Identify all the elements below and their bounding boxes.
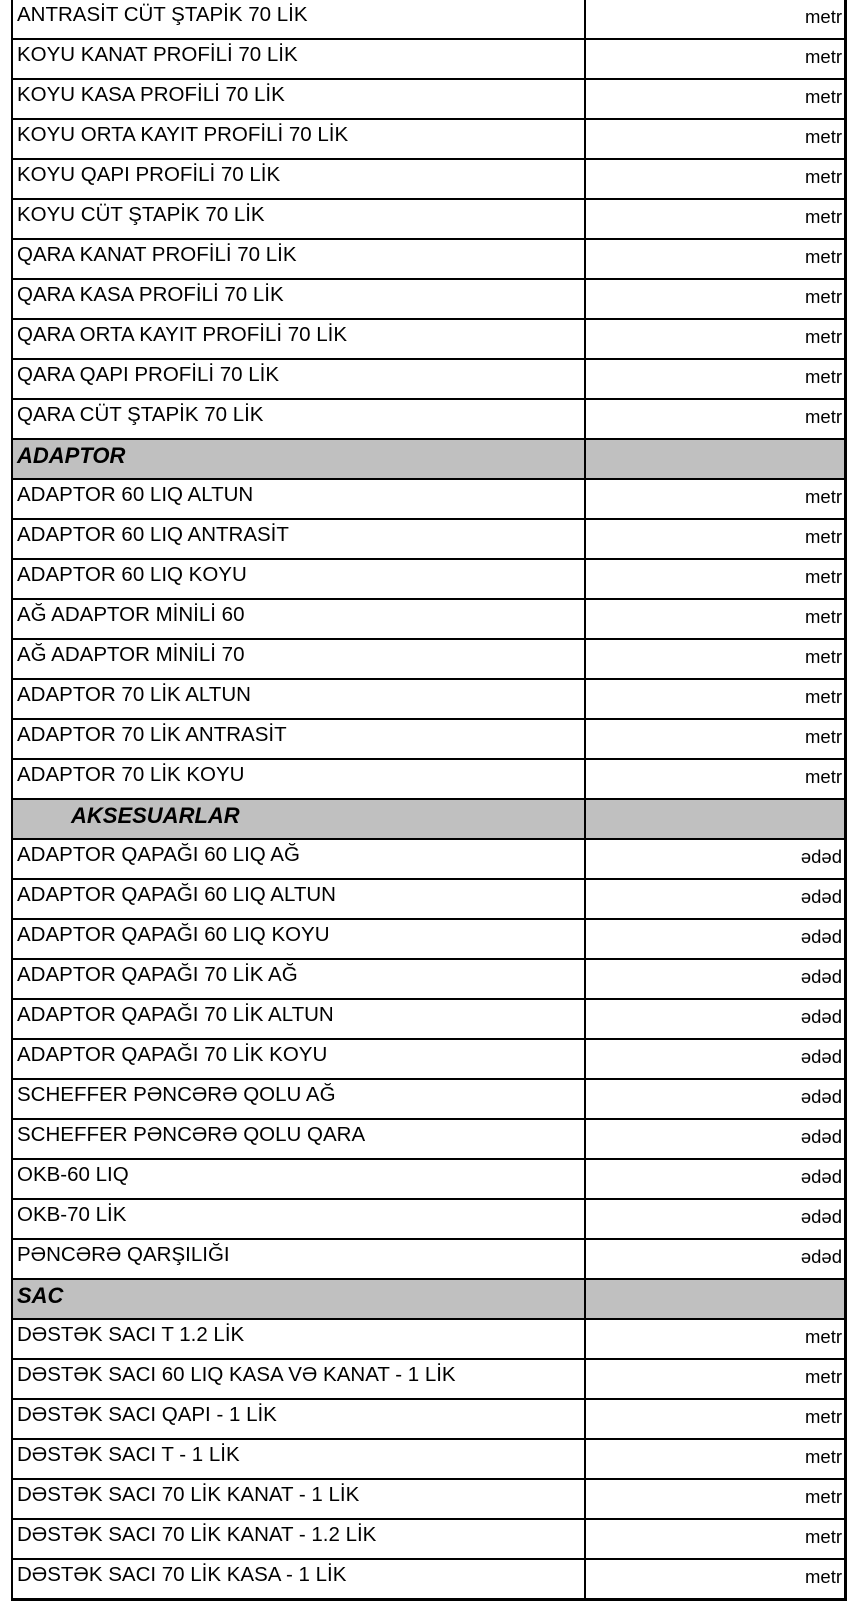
item-name-cell: DƏSTƏK SACI 70 LİK KANAT - 1.2 LİK	[13, 1520, 586, 1558]
item-name-cell: KOYU ORTA KAYIT PROFİLİ 70 LİK	[13, 120, 586, 158]
item-name-cell: KOYU KASA PROFİLİ 70 LİK	[13, 80, 586, 118]
table-row	[13, 1238, 844, 1278]
unit-cell: metr	[805, 406, 842, 427]
table-row	[13, 638, 844, 678]
unit-cell: metr	[805, 566, 842, 587]
table-row	[13, 38, 844, 78]
unit-cell: ədəd	[800, 1126, 842, 1147]
section-unit-cell	[586, 440, 844, 478]
item-name-cell: ADAPTOR 60 LIQ ANTRASİT	[13, 520, 586, 558]
unit-cell: metr	[805, 646, 842, 667]
table-row	[13, 0, 844, 38]
table-row	[13, 1158, 844, 1198]
section-title: AKSESUARLAR	[13, 800, 586, 838]
table-row	[13, 758, 844, 798]
table-row	[13, 1438, 844, 1478]
unit-cell: ədəd	[800, 1046, 842, 1067]
unit-cell: metr	[805, 1486, 842, 1507]
unit-cell: ədəd	[800, 1006, 842, 1027]
unit-cell: metr	[805, 46, 842, 67]
unit-cell: ədəd	[800, 926, 842, 947]
table-row	[13, 1518, 844, 1558]
price-table	[11, 0, 847, 1601]
item-name-cell: ANTRASİT CÜT ŞTAPİK 70 LİK	[13, 0, 586, 38]
item-name-cell: QARA KASA PROFİLİ 70 LİK	[13, 280, 586, 318]
item-name-cell: KOYU CÜT ŞTAPİK 70 LİK	[13, 200, 586, 238]
table-row	[13, 918, 844, 958]
item-name-cell: DƏSTƏK SACI 70 LİK KANAT - 1 LİK	[13, 1480, 586, 1518]
unit-cell: metr	[805, 246, 842, 267]
unit-cell: ədəd	[800, 966, 842, 987]
unit-cell: metr	[805, 726, 842, 747]
table-row	[13, 1398, 844, 1438]
table-row	[13, 1198, 844, 1238]
unit-cell: metr	[805, 86, 842, 107]
unit-cell: metr	[805, 1526, 842, 1547]
unit-cell: metr	[805, 286, 842, 307]
table-row	[13, 838, 844, 878]
unit-cell: ədəd	[800, 1086, 842, 1107]
item-name-cell: ADAPTOR QAPAĞI 60 LIQ AĞ	[13, 840, 586, 878]
item-name-cell: DƏSTƏK SACI T - 1 LİK	[13, 1440, 586, 1478]
item-name-cell: QARA KANAT PROFİLİ 70 LİK	[13, 240, 586, 278]
table-row	[13, 718, 844, 758]
unit-cell: ədəd	[800, 1166, 842, 1187]
unit-cell: metr	[805, 6, 842, 27]
item-name-cell: KOYU QAPI PROFİLİ 70 LİK	[13, 160, 586, 198]
unit-cell: metr	[805, 1566, 842, 1587]
unit-cell: metr	[805, 1446, 842, 1467]
item-name-cell: QARA QAPI PROFİLİ 70 LİK	[13, 360, 586, 398]
item-name-cell: ADAPTOR QAPAĞI 70 LİK AĞ	[13, 960, 586, 998]
item-name-cell: DƏSTƏK SACI 60 LIQ KASA VƏ KANAT - 1 LİK	[13, 1360, 586, 1398]
unit-cell: metr	[805, 206, 842, 227]
table-row	[13, 1078, 844, 1118]
unit-cell: metr	[805, 686, 842, 707]
item-name-cell: QARA ORTA KAYIT PROFİLİ 70 LİK	[13, 320, 586, 358]
section-header-row	[13, 438, 844, 478]
table-row	[13, 998, 844, 1038]
item-name-cell: DƏSTƏK SACI T 1.2 LİK	[13, 1320, 586, 1358]
unit-cell: ədəd	[800, 846, 842, 867]
item-name-cell: SCHEFFER PƏNCƏRƏ QOLU QARA	[13, 1120, 586, 1158]
item-name-cell: ADAPTOR QAPAĞI 70 LİK KOYU	[13, 1040, 586, 1078]
table-row	[13, 1118, 844, 1158]
unit-cell: ədəd	[800, 1206, 842, 1227]
unit-cell: metr	[805, 486, 842, 507]
table-row	[13, 678, 844, 718]
unit-cell: metr	[805, 606, 842, 627]
table-row	[13, 238, 844, 278]
unit-cell: ədəd	[800, 1246, 842, 1267]
table-row	[13, 518, 844, 558]
item-name-cell: OKB-60 LIQ	[13, 1160, 586, 1198]
table-row	[13, 1478, 844, 1518]
item-name-cell: ADAPTOR QAPAĞI 70 LİK ALTUN	[13, 1000, 586, 1038]
table-row	[13, 318, 844, 358]
item-name-cell: ADAPTOR 70 LİK KOYU	[13, 760, 586, 798]
table-row	[13, 158, 844, 198]
unit-cell: metr	[805, 1406, 842, 1427]
table-row	[13, 558, 844, 598]
item-name-cell: DƏSTƏK SACI 70 LİK KASA - 1 LİK	[13, 1560, 586, 1598]
item-name-cell: ADAPTOR 70 LİK ALTUN	[13, 680, 586, 718]
unit-cell: ədəd	[800, 886, 842, 907]
unit-cell: metr	[805, 1326, 842, 1347]
table-row	[13, 478, 844, 518]
section-title: ADAPTOR	[13, 440, 586, 478]
item-name-cell: SCHEFFER PƏNCƏRƏ QOLU AĞ	[13, 1080, 586, 1118]
section-title: SAC	[13, 1280, 586, 1318]
table-row	[13, 1318, 844, 1358]
table-row	[13, 198, 844, 238]
unit-cell: metr	[805, 126, 842, 147]
section-unit-cell	[586, 1280, 844, 1318]
table-row	[13, 358, 844, 398]
table-row	[13, 1558, 844, 1598]
item-name-cell: DƏSTƏK SACI QAPI - 1 LİK	[13, 1400, 586, 1438]
table-row	[13, 1358, 844, 1398]
unit-cell: metr	[805, 166, 842, 187]
item-name-cell: AĞ ADAPTOR MİNİLİ 70	[13, 640, 586, 678]
item-name-cell: KOYU KANAT PROFİLİ 70 LİK	[13, 40, 586, 78]
table-row	[13, 958, 844, 998]
item-name-cell: ADAPTOR 70 LİK ANTRASİT	[13, 720, 586, 758]
unit-cell: metr	[805, 526, 842, 547]
unit-cell: metr	[805, 1366, 842, 1387]
section-header-row	[13, 1278, 844, 1318]
item-name-cell: ADAPTOR QAPAĞI 60 LIQ ALTUN	[13, 880, 586, 918]
table-row	[13, 1038, 844, 1078]
item-name-cell: ADAPTOR 60 LIQ ALTUN	[13, 480, 586, 518]
item-name-cell: AĞ ADAPTOR MİNİLİ 60	[13, 600, 586, 638]
table-row	[13, 398, 844, 438]
item-name-cell: ADAPTOR QAPAĞI 60 LIQ KOYU	[13, 920, 586, 958]
table-row	[13, 78, 844, 118]
section-header-row	[13, 798, 844, 838]
unit-cell: metr	[805, 366, 842, 387]
table-row	[13, 278, 844, 318]
item-name-cell: ADAPTOR 60 LIQ KOYU	[13, 560, 586, 598]
section-unit-cell	[586, 800, 844, 838]
item-name-cell: QARA CÜT ŞTAPİK 70 LİK	[13, 400, 586, 438]
item-name-cell: PƏNCƏRƏ QARŞILIĞI	[13, 1240, 586, 1278]
table-row	[13, 878, 844, 918]
unit-cell: metr	[805, 326, 842, 347]
item-name-cell: OKB-70 LİK	[13, 1200, 586, 1238]
table-row	[13, 598, 844, 638]
unit-cell: metr	[805, 766, 842, 787]
table-row	[13, 118, 844, 158]
